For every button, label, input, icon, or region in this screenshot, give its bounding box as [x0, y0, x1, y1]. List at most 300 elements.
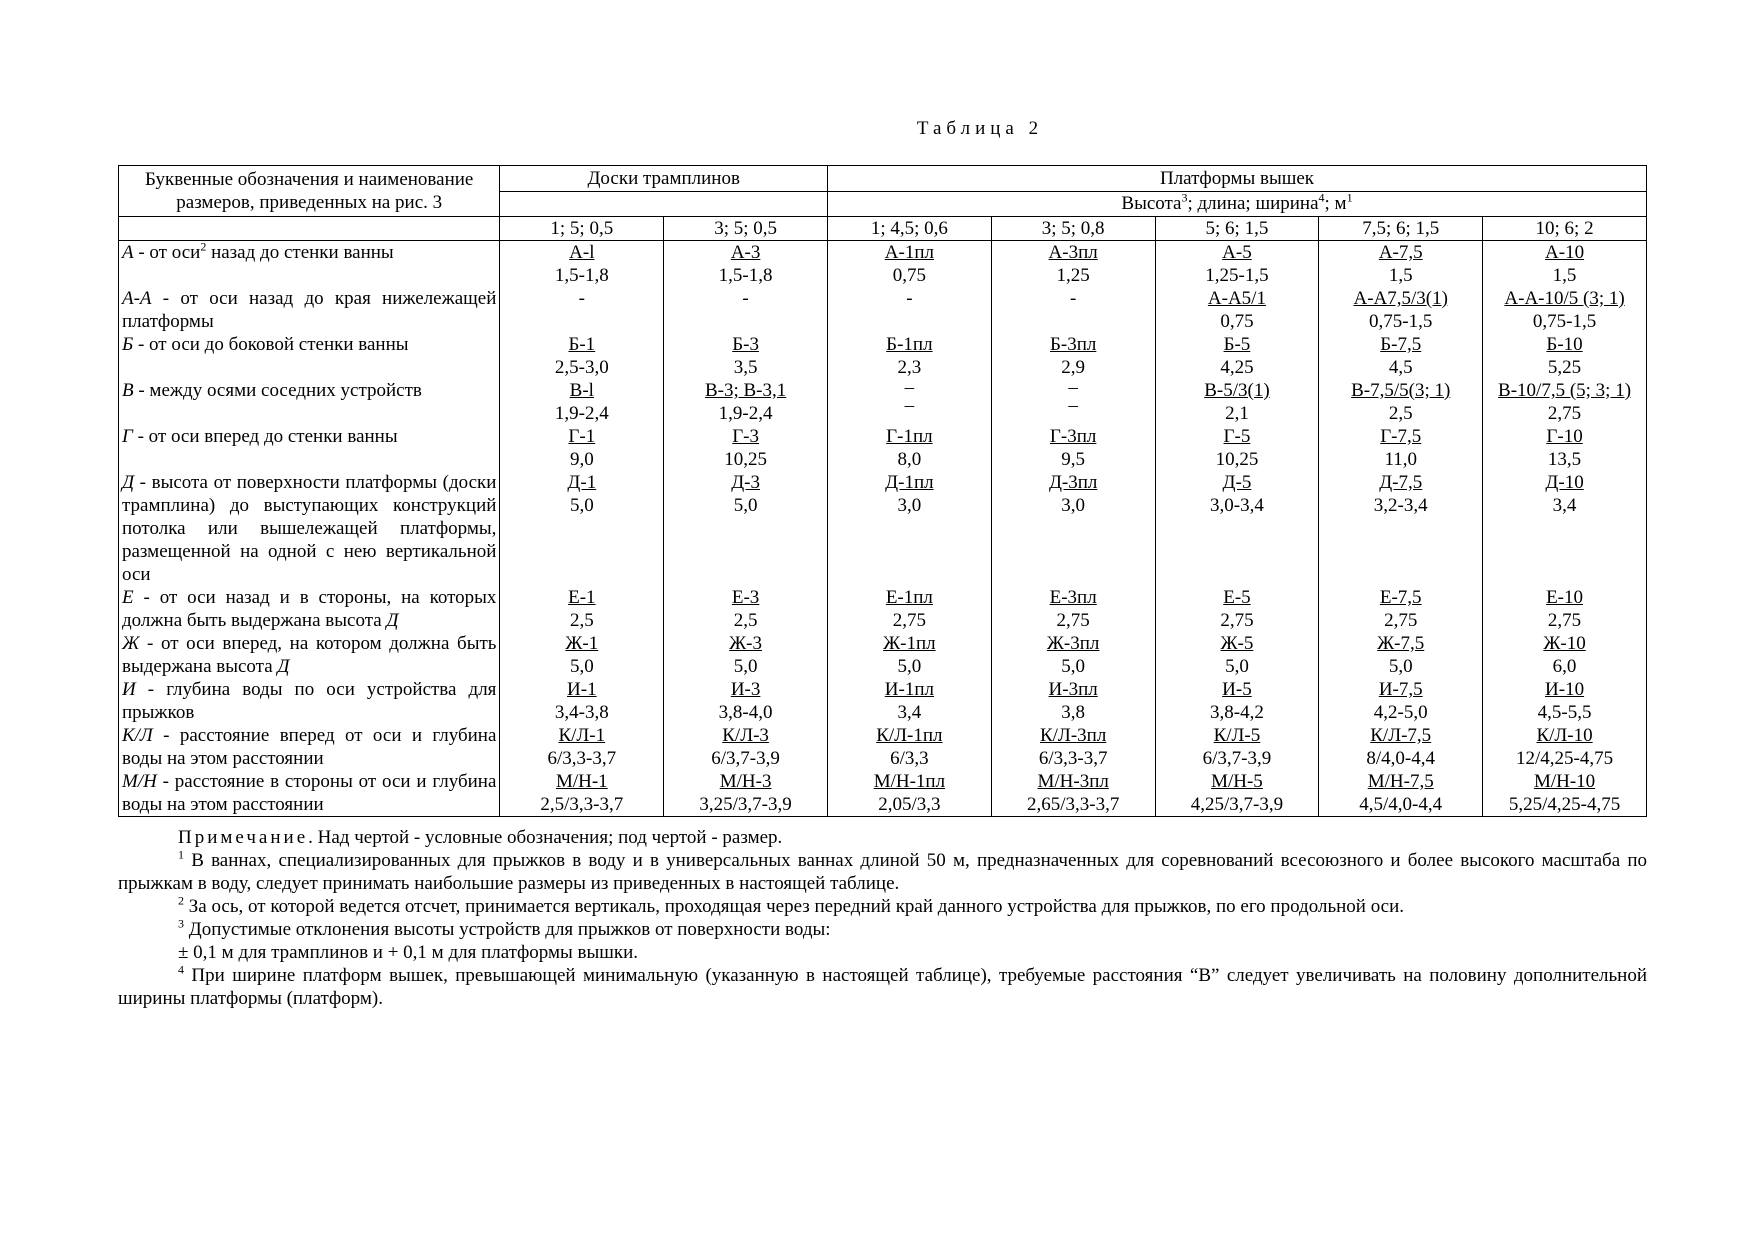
- footnote-1: [118, 849, 1647, 895]
- dimension-value: 4,25: [1220, 357, 1254, 378]
- dimension-value: 9,0: [569, 449, 594, 470]
- designation-code: А-5: [1222, 242, 1252, 263]
- footnote-ref: 3: [1181, 190, 1188, 205]
- value-cell: [991, 632, 1155, 678]
- designation-code: Г-5: [1223, 426, 1251, 447]
- value-cell: [664, 471, 828, 586]
- dimension-value: 6/3,3-3,7: [547, 748, 617, 769]
- value-cell: [664, 678, 828, 724]
- value-cell: [664, 241, 828, 288]
- table-row: [119, 333, 1647, 379]
- footnote-2: [118, 895, 1647, 918]
- designation-code: Ж-1: [565, 633, 599, 654]
- dimension-value: 3,4: [1552, 495, 1577, 516]
- value-cell: [664, 632, 828, 678]
- dimension-value: 0,75: [892, 265, 926, 286]
- value-cell: [1155, 471, 1319, 586]
- empty-dash: -: [906, 288, 913, 309]
- dimension-value: 2,5: [1388, 403, 1413, 424]
- dimension-value: 1,5: [1388, 265, 1413, 286]
- empty-dash: –: [904, 377, 915, 398]
- designation-code: М/Н-1: [555, 771, 608, 792]
- value-cell: [991, 770, 1155, 817]
- empty-dash: -: [742, 288, 749, 309]
- dimension-value: 0,75-1,5: [1369, 311, 1433, 332]
- empty-dash: –: [1068, 395, 1078, 416]
- dimension-value: 2,9: [1061, 357, 1086, 378]
- row-label: [119, 724, 500, 770]
- row-description: - расстояние вперед от оси и глубина воды на этом расстоянии: [122, 725, 497, 769]
- designation-code: Б-5: [1223, 334, 1251, 355]
- table-row: [119, 632, 1647, 678]
- column-header: 5; 6; 1,5: [1155, 217, 1319, 241]
- header-blank: [119, 217, 500, 241]
- dimension-value: 13,5: [1547, 449, 1582, 470]
- designation-code: К/Л-5: [1213, 725, 1261, 746]
- value-cell: [991, 379, 1155, 425]
- dimension-value: 8/4,0-4,4: [1366, 748, 1436, 769]
- empty-dash: –: [1068, 377, 1078, 398]
- table-row: [119, 770, 1647, 817]
- designation-code: В-5/3(1): [1204, 380, 1270, 401]
- value-cell: [1483, 678, 1647, 724]
- value-cell: [500, 241, 664, 288]
- dimension-value: 2,1: [1225, 403, 1249, 424]
- designation-code: И-1: [567, 679, 597, 700]
- designation-code: Ж-3: [729, 633, 763, 654]
- row-label: [119, 287, 500, 333]
- dimension-value: 6/3,3: [890, 748, 929, 769]
- designation-code: К/Л-3пл: [1039, 725, 1107, 746]
- row-letter-reference: Д: [386, 610, 399, 631]
- value-cell: [1319, 241, 1483, 288]
- header-row-3: [119, 217, 1647, 241]
- dimension-value: 1,5-1,8: [554, 265, 609, 286]
- value-cell: [664, 425, 828, 471]
- row-label: [119, 241, 500, 288]
- footnote-ref: 2: [200, 239, 207, 254]
- value-cell: [991, 586, 1155, 632]
- designation-code: А-10: [1545, 242, 1585, 263]
- row-letter-designation: А-А: [122, 288, 152, 309]
- footnote-3-continuation: ± 0,1 м для трамплинов и + 0,1 м для платформы вышки.: [178, 942, 639, 963]
- value-cell: [827, 425, 991, 471]
- footnote-text: Допустимые отклонения высоты устройств для прыжков от поверхности воды:: [184, 919, 831, 940]
- value-cell: [991, 724, 1155, 770]
- designation-code: В-l: [569, 380, 594, 401]
- designation-code: Г-10: [1546, 426, 1583, 447]
- footnote-ref: 4: [1318, 190, 1325, 205]
- column-header: 3; 5; 0,8: [991, 217, 1155, 241]
- designation-code: Б-3пл: [1049, 334, 1097, 355]
- table-row: [119, 425, 1647, 471]
- designation-code: Г-3пл: [1049, 426, 1097, 447]
- designation-code: И-10: [1545, 679, 1585, 700]
- dimension-value: 1,9-2,4: [718, 403, 773, 424]
- dimension-value: 2,75: [1384, 610, 1418, 631]
- designation-code: А-l: [569, 242, 595, 263]
- value-cell: [1319, 425, 1483, 471]
- designation-code: К/Л-7,5: [1370, 725, 1432, 746]
- designation-code: Б-10: [1546, 334, 1583, 355]
- dimension-value: 4,5-5,5: [1537, 702, 1592, 723]
- header-first-column: Буквенные обозначения и наименование размеров, приведенных на рис. 3: [119, 166, 500, 217]
- value-cell: [664, 333, 828, 379]
- designation-code: А-7,5: [1378, 242, 1423, 263]
- designation-code: К/Л-10: [1536, 725, 1593, 746]
- dimension-value: 2,75: [1056, 610, 1090, 631]
- dimension-value: 9,5: [1061, 449, 1086, 470]
- row-label: [119, 678, 500, 724]
- value-cell: [1483, 379, 1647, 425]
- designation-code: Ж-5: [1220, 633, 1254, 654]
- dimension-value: 5,0: [1388, 656, 1413, 677]
- dimension-value: 3,8-4,0: [718, 702, 773, 723]
- row-letter-designation: Б: [122, 334, 134, 355]
- table-row: [119, 586, 1647, 632]
- value-cell: [827, 241, 991, 288]
- designation-code: Ж-3пл: [1046, 633, 1100, 654]
- dimension-value: 2,5: [569, 610, 594, 631]
- header-empty-cell: [500, 191, 828, 217]
- dimension-value: 8,0: [897, 449, 922, 470]
- row-letter-reference: Д: [277, 656, 290, 677]
- empty-dash: -: [1069, 288, 1077, 309]
- row-label: [119, 632, 500, 678]
- value-cell: [1319, 333, 1483, 379]
- dimension-value: 2,3: [897, 357, 922, 378]
- column-header: 1; 5; 0,5: [500, 217, 664, 241]
- value-cell: [1483, 241, 1647, 288]
- header-group-boards: Доски трамплинов: [500, 166, 828, 192]
- dimension-value: 3,4-3,8: [554, 702, 609, 723]
- designation-code: И-7,5: [1378, 679, 1423, 700]
- column-header: 1; 4,5; 0,6: [827, 217, 991, 241]
- value-cell: [991, 241, 1155, 288]
- footnote-text: За ось, от которой ведется отсчет, принимается вертикаль, проходящая через передний край данного устройства для прыжков, по его продольной оси.: [184, 896, 1405, 917]
- designation-code: Б-7,5: [1380, 334, 1422, 355]
- designation-code: К/Л-1: [558, 725, 606, 746]
- designation-code: В-7,5/5(3; 1): [1351, 380, 1451, 401]
- designation-code: Е-7,5: [1379, 587, 1422, 608]
- note-heading: Примечание: [178, 827, 309, 848]
- designation-code: Г-3: [732, 426, 759, 447]
- dimension-value: 2,05/3,3: [878, 794, 941, 815]
- dimension-value: 3,0: [1061, 495, 1086, 516]
- column-header: 10; 6; 2: [1483, 217, 1647, 241]
- designation-code: М/Н-5: [1211, 771, 1263, 792]
- row-description: - между осями соседних устройств: [133, 380, 422, 401]
- designation-code: Е-1пл: [885, 587, 933, 608]
- dimension-value: 5,0: [733, 495, 758, 516]
- value-cell: [1155, 241, 1319, 288]
- value-cell: [500, 333, 664, 379]
- value-cell: [991, 287, 1155, 333]
- value-cell: [1155, 425, 1319, 471]
- dimension-value: 6/3,3-3,7: [1038, 748, 1108, 769]
- row-description: - от оси вперед до стенки ванны: [132, 426, 398, 447]
- value-cell: [827, 770, 991, 817]
- row-description: - глубина воды по оси устройства для прыжков: [122, 679, 497, 723]
- header-length-width-label: ; длина; ширина: [1187, 193, 1319, 215]
- footnote-ref: 1: [1346, 190, 1353, 205]
- value-cell: [1319, 586, 1483, 632]
- dimension-value: 3,5: [733, 357, 758, 378]
- dimension-value: 3,0-3,4: [1210, 495, 1264, 516]
- row-description: - от оси до боковой стенки ванны: [133, 334, 409, 355]
- value-cell: [500, 632, 664, 678]
- designation-code: Ж-10: [1543, 633, 1586, 654]
- row-label: [119, 333, 500, 379]
- designation-code: И-1пл: [884, 679, 934, 700]
- designation-code: И-3: [730, 679, 761, 700]
- designation-code: А-1пл: [884, 242, 934, 263]
- dimension-value: 3,25/3,7-3,9: [699, 794, 792, 815]
- value-cell: [500, 770, 664, 817]
- dimension-value: 6/3,7-3,9: [711, 748, 780, 769]
- dimension-value: 6,0: [1552, 656, 1577, 677]
- footnote-text: При ширине платформ вышек, превышающей минимальную (указанную в настоящей таблице), требуемые расстояния “В” следует увеличивать на половину дополнительной ширины платформы (платформ).: [118, 965, 1647, 1009]
- designation-code: В-10/7,5 (5; 3; 1): [1498, 380, 1632, 401]
- value-cell: [1483, 724, 1647, 770]
- dimension-value: 2,75: [892, 610, 926, 631]
- value-cell: [500, 425, 664, 471]
- row-label: [119, 471, 500, 586]
- dimension-value: 2,5: [733, 610, 758, 631]
- designation-code: Б-3: [732, 334, 759, 355]
- note-main: [118, 826, 1647, 849]
- value-cell: [1483, 471, 1647, 586]
- row-letter-designation: В: [122, 380, 134, 401]
- dimension-value: 3,2-3,4: [1373, 495, 1428, 516]
- value-cell: [664, 287, 828, 333]
- value-cell: [1155, 287, 1319, 333]
- designation-code: Е-3: [731, 587, 760, 608]
- designation-code: Ж-1пл: [883, 633, 936, 654]
- value-cell: [827, 471, 991, 586]
- table-caption: Таблица 2: [916, 118, 1044, 139]
- value-cell: [1483, 632, 1647, 678]
- value-cell: [1483, 586, 1647, 632]
- header-row-1: [119, 166, 1647, 192]
- value-cell: [1483, 425, 1647, 471]
- value-cell: [500, 287, 664, 333]
- designation-code: А-А7,5/3(1): [1353, 288, 1448, 309]
- designation-code: Е-5: [1223, 587, 1251, 608]
- value-cell: [827, 586, 991, 632]
- value-cell: [1155, 770, 1319, 817]
- row-description: - от оси назад и в стороны, на которых должна быть выдержана высота: [122, 587, 497, 631]
- table-row: [119, 287, 1647, 333]
- value-cell: [827, 724, 991, 770]
- designation-code: Г-7,5: [1380, 426, 1422, 447]
- value-cell: [1319, 287, 1483, 333]
- designation-code: М/Н-3: [719, 771, 772, 792]
- column-header: 7,5; 6; 1,5: [1319, 217, 1483, 241]
- dimension-value: 1,9-2,4: [554, 403, 609, 424]
- designation-code: Д-3: [731, 472, 760, 493]
- designation-code: К/Л-1пл: [876, 725, 943, 746]
- column-header: 3; 5; 0,5: [664, 217, 828, 241]
- designation-code: Б-1: [568, 334, 596, 355]
- dimension-value: 3,8: [1061, 702, 1086, 723]
- dimension-value: 2,5-3,0: [554, 357, 609, 378]
- dimension-value: 11,0: [1384, 449, 1417, 470]
- table-row: [119, 724, 1647, 770]
- value-cell: [664, 586, 828, 632]
- row-letter-designation: К/Л: [122, 725, 153, 746]
- designation-code: Е-1: [568, 587, 596, 608]
- dimension-value: 3,8-4,2: [1210, 702, 1264, 723]
- footnote-marker: 1: [178, 847, 184, 862]
- dimension-value: 5,0: [1061, 656, 1086, 677]
- row-letter-designation: Г: [122, 426, 133, 447]
- designation-code: Д-1: [567, 472, 597, 493]
- empty-dash: –: [904, 395, 915, 416]
- value-cell: [1319, 379, 1483, 425]
- designation-code: И-3пл: [1048, 679, 1098, 700]
- designation-code: Г-1: [568, 426, 596, 447]
- notes: [118, 826, 1647, 1010]
- dimension-value: 2,5/3,3-3,7: [540, 794, 624, 815]
- value-cell: [1483, 333, 1647, 379]
- row-description: - от оси: [133, 242, 201, 263]
- value-cell: [500, 586, 664, 632]
- dimension-value: 3,4: [897, 702, 922, 723]
- value-cell: [1155, 678, 1319, 724]
- row-letter-designation: Д: [122, 472, 135, 493]
- dimension-value: 5,25/4,25-4,75: [1508, 794, 1621, 815]
- dimension-value: 5,0: [569, 656, 594, 677]
- value-cell: [500, 678, 664, 724]
- value-cell: [500, 724, 664, 770]
- designation-code: Д-5: [1222, 472, 1252, 493]
- dimension-value: 1,25-1,5: [1205, 265, 1269, 286]
- designation-code: А-А-10/5 (3; 1): [1504, 288, 1625, 309]
- value-cell: [1483, 287, 1647, 333]
- value-cell: [1155, 724, 1319, 770]
- value-cell: [1155, 333, 1319, 379]
- row-description: - высота от поверхности платформы (доски трамплина) до выступающих конструкций потолка или вышележащей платформы, размещенной на одной с нею вертикальной оси: [122, 472, 497, 585]
- header-dimensions: [827, 191, 1646, 217]
- value-cell: [1155, 586, 1319, 632]
- value-cell: [1319, 724, 1483, 770]
- dimension-value: 2,75: [1547, 610, 1582, 631]
- dimension-value: 4,5: [1388, 357, 1413, 378]
- designation-code: А-3: [730, 242, 761, 263]
- value-cell: [827, 678, 991, 724]
- dimension-value: 5,25: [1547, 357, 1582, 378]
- empty-dash: -: [578, 288, 585, 309]
- value-cell: [1319, 471, 1483, 586]
- value-cell: [664, 379, 828, 425]
- header-group-platforms: Платформы вышек: [827, 166, 1646, 192]
- header-height-label: Высота: [1121, 193, 1182, 215]
- footnote-text: В ваннах, специализированных для прыжков в воду и в универсальных ваннах длиной 50 м, предназначенных для соревнований всесоюзного и более высокого масштаба по прыжкам в воду, следует принимать наибольшие размеры из приведенных в настоящей таблице.: [118, 850, 1647, 894]
- value-cell: [1155, 632, 1319, 678]
- dimension-value: 4,2-5,0: [1373, 702, 1428, 723]
- value-cell: [827, 632, 991, 678]
- dimension-value: 1,25: [1056, 265, 1090, 286]
- designation-code: Е-10: [1546, 587, 1584, 608]
- designation-code: В-3; В-3,1: [704, 380, 787, 401]
- row-label: [119, 379, 500, 425]
- designation-code: Б-1пл: [886, 334, 933, 355]
- footnote-4: [118, 964, 1647, 1010]
- designation-code: Д-3пл: [1048, 472, 1098, 493]
- value-cell: [991, 425, 1155, 471]
- designation-code: Д-7,5: [1379, 472, 1423, 493]
- row-description: - расстояние в стороны от оси и глубина воды на этом расстоянии: [122, 771, 497, 815]
- dimension-value: 10,25: [724, 449, 767, 470]
- row-letter-designation: А: [122, 242, 134, 263]
- footnote-3: [118, 918, 1647, 941]
- dimension-value: 4,5/4,0-4,4: [1359, 794, 1443, 815]
- value-cell: [991, 678, 1155, 724]
- dimension-value: 0,75-1,5: [1532, 311, 1597, 332]
- row-description-tail: назад до стенки ванны: [206, 242, 394, 263]
- designation-code: Д-10: [1545, 472, 1584, 493]
- dimension-value: 4,25/3,7-3,9: [1190, 794, 1284, 815]
- row-label: [119, 586, 500, 632]
- dimension-value: 12/4,25-4,75: [1516, 748, 1614, 769]
- dimension-value: 1,5: [1552, 265, 1577, 286]
- dimension-value: 5,0: [1225, 656, 1249, 677]
- dimensions-table: [118, 165, 1647, 817]
- dimension-value: 2,75: [1220, 610, 1254, 631]
- value-cell: [827, 287, 991, 333]
- row-description: - от оси назад до края нижележащей платформы: [122, 288, 497, 332]
- table-row: [119, 471, 1647, 586]
- dimension-value: 1,5-1,8: [718, 265, 773, 286]
- row-letter-designation: И: [122, 679, 136, 700]
- designation-code: Ж-7,5: [1377, 633, 1425, 654]
- value-cell: [1319, 678, 1483, 724]
- row-label: [119, 425, 500, 471]
- footnote-marker: 2: [178, 893, 184, 908]
- table-row: [119, 241, 1647, 288]
- designation-code: А-А5/1: [1207, 288, 1266, 309]
- value-cell: [1319, 770, 1483, 817]
- value-cell: [664, 724, 828, 770]
- row-letter-designation: Ж: [122, 633, 140, 654]
- dimension-value: 6/3,7-3,9: [1202, 748, 1272, 769]
- dimension-value: 3,0: [897, 495, 922, 516]
- table-row: [119, 678, 1647, 724]
- value-cell: [664, 770, 828, 817]
- value-cell: [827, 333, 991, 379]
- footnote-marker: 3: [178, 916, 184, 931]
- designation-code: Г-1пл: [886, 426, 933, 447]
- value-cell: [500, 471, 664, 586]
- value-cell: [1155, 379, 1319, 425]
- designation-code: М/Н-7,5: [1367, 771, 1434, 792]
- designation-code: М/Н-1пл: [873, 771, 946, 792]
- row-letter-designation: Е: [122, 587, 134, 608]
- dimension-value: 2,75: [1547, 403, 1582, 424]
- designation-code: Е-3пл: [1049, 587, 1097, 608]
- value-cell: [1319, 632, 1483, 678]
- value-cell: [991, 471, 1155, 586]
- dimension-value: 5,0: [897, 656, 922, 677]
- header-unit-label: ; м: [1324, 193, 1347, 215]
- designation-code: К/Л-3: [722, 725, 769, 746]
- value-cell: [500, 379, 664, 425]
- row-letter-designation: М/Н: [122, 771, 157, 792]
- note-text: . Над чертой - условные обозначения; под чертой - размер.: [308, 827, 783, 848]
- footnote-marker: 4: [178, 962, 184, 977]
- value-cell: [827, 379, 991, 425]
